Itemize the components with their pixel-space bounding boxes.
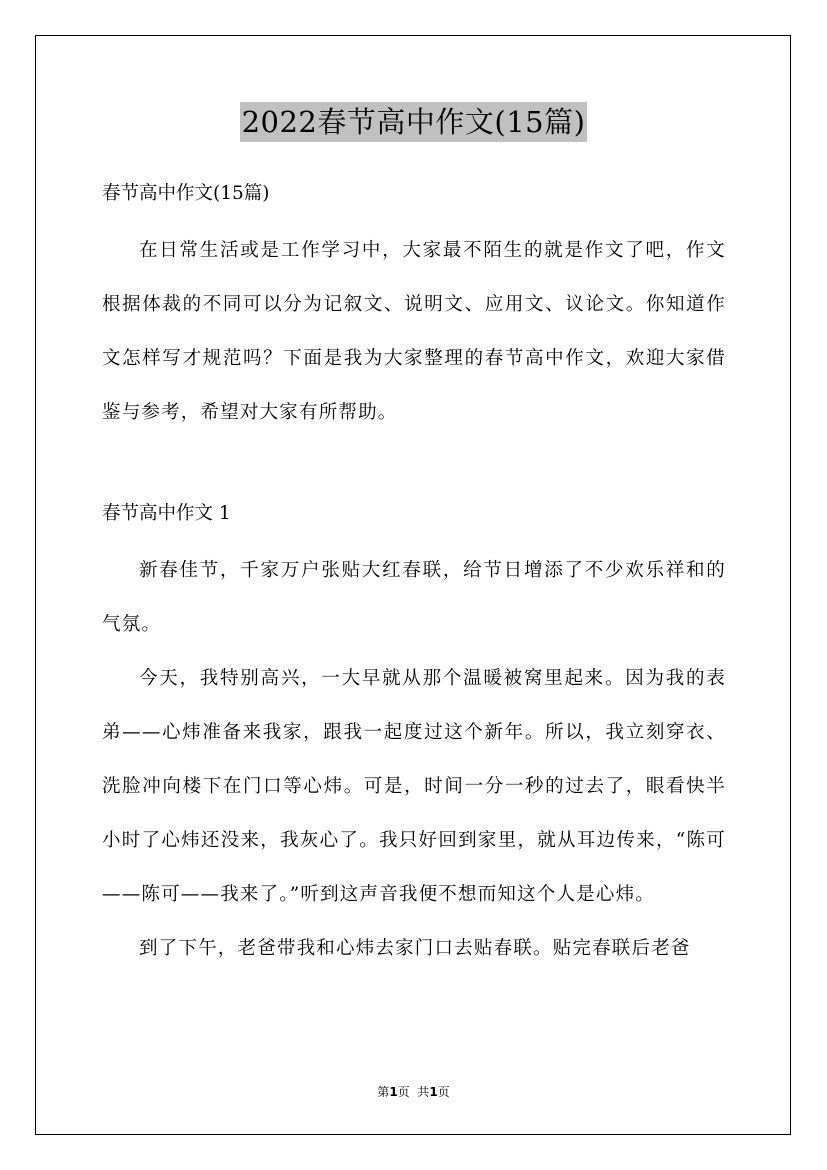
document-subtitle: 春节高中作文(15篇)	[102, 183, 270, 204]
page-label-suffix: 页	[437, 1085, 450, 1099]
section-paragraph: 到了下午，老爸带我和心炜去家门口去贴春联。贴完春联后老爸	[139, 938, 691, 959]
document-title	[0, 102, 827, 142]
spacer	[102, 214, 726, 224]
document-body	[102, 174, 726, 976]
page-footer	[0, 1083, 827, 1100]
document-title-text: 2022春节高中作文(15篇)	[240, 102, 588, 142]
page-total: 1	[429, 1085, 438, 1099]
section-heading: 春节高中作文 1	[102, 503, 231, 524]
spacer	[102, 440, 726, 494]
section-paragraph: 今天，我特别高兴，一大早就从那个温暖被窝里起来。因为我的表弟——心炜准备来我家，跟我一起度过这个新年。所以，我立刻穿衣、洗脸冲向楼下在门口等心炜。可是，时间一分一秒的过去了，眼看快半小时了心炜还没来，我灰心了。我只好回到家里，就从耳边传来，“陈可——陈可——我来了。”听到这声音我便不想而知这个人是心炜。	[102, 668, 726, 905]
spacer	[102, 534, 726, 544]
page-current: 1	[389, 1085, 398, 1099]
section-paragraph: 新春佳节，千家万户张贴大红春联，给节日增添了不少欢乐祥和的气氛。	[102, 560, 726, 635]
intro-paragraph: 在日常生活或是工作学习中，大家最不陌生的就是作文了吧，作文根据体裁的不同可以分为记叙文、说明文、应用文、议论文。你知道作文怎样写才规范吗？下面是我为大家整理的春节高中作文，欢迎大家借鉴与参考，希望对大家有所帮助。	[102, 240, 726, 423]
page-label-prefix: 第	[377, 1085, 390, 1099]
page-label-mid: 页 共	[397, 1085, 430, 1099]
